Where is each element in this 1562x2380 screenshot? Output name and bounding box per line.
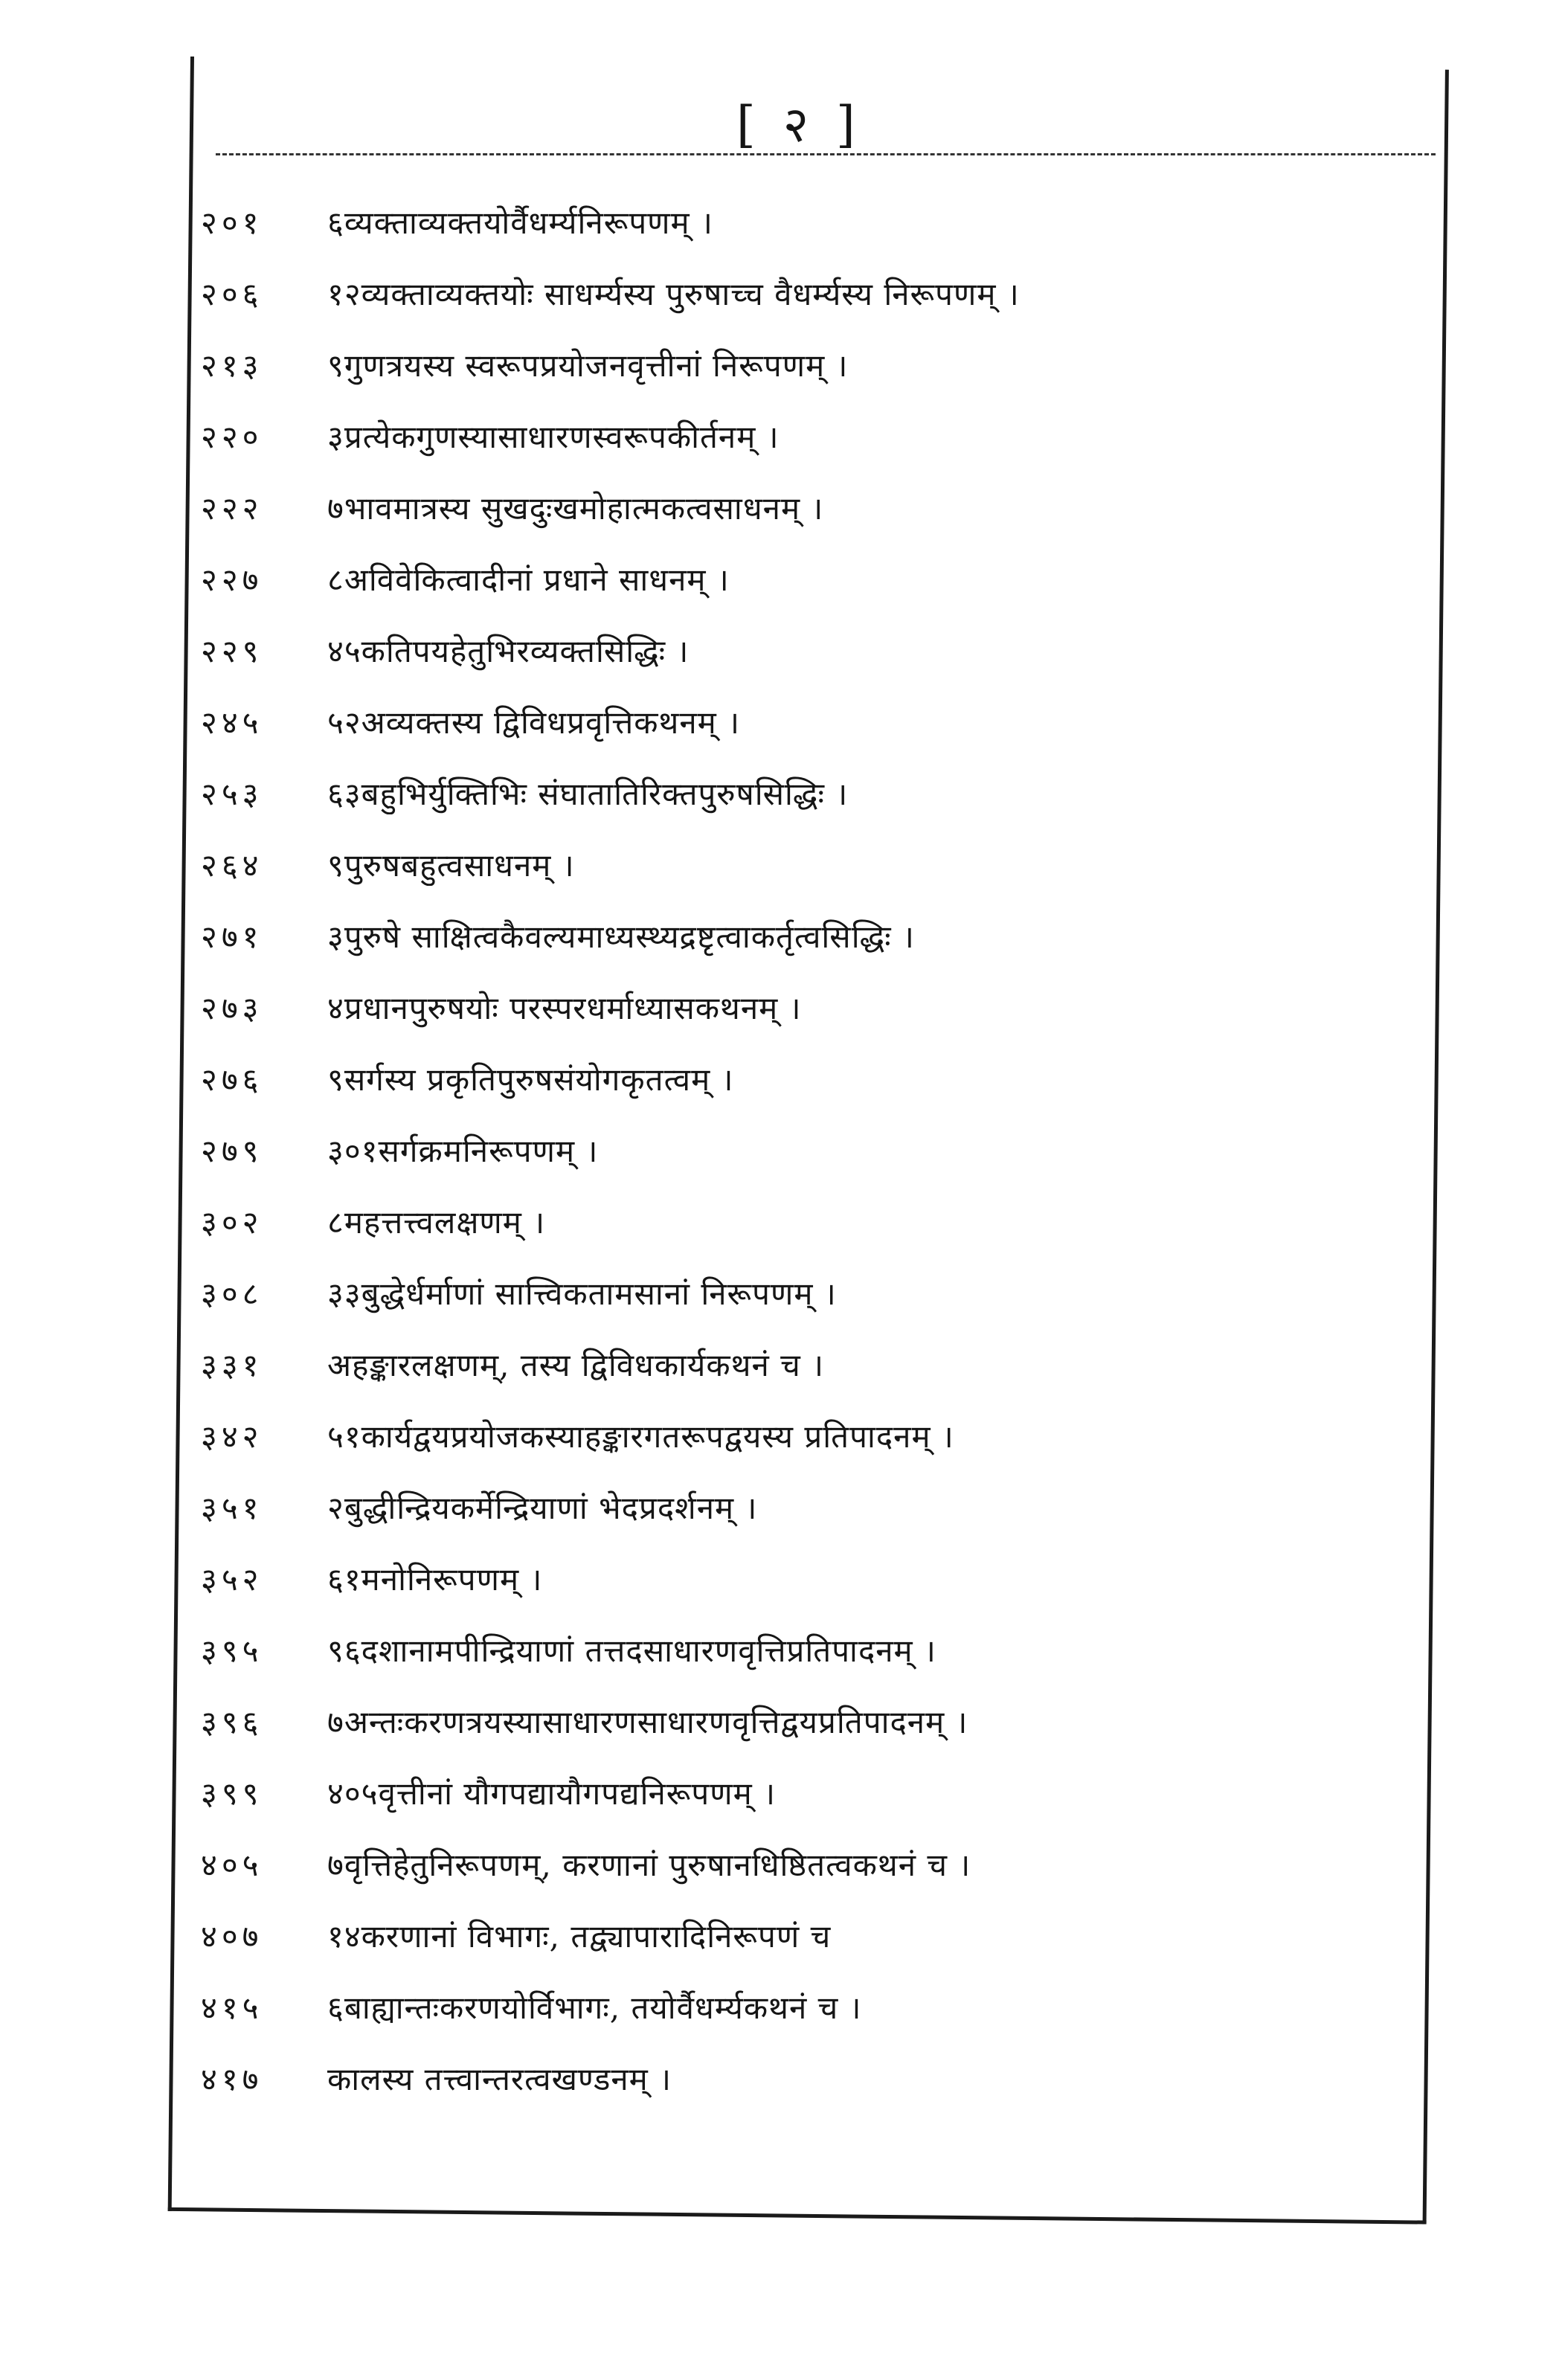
contents-row: [201, 1186, 1421, 1257]
entry-number: २२९: [201, 632, 263, 669]
contents-row: [201, 1685, 1421, 1757]
entry-number: २२०: [201, 418, 263, 455]
contents-row: [201, 1400, 1421, 1471]
entry-title: ६बाह्यान्तःकरणयोर्विभागः, तयोर्वैधर्म्यकथनं च ।: [327, 1989, 862, 2026]
entry-number: ३९५: [201, 1632, 263, 1669]
entry-title: ७भावमात्रस्य सुखदुःखमोहात्मकत्वसाधनम् ।: [327, 489, 824, 527]
contents-row: [201, 1900, 1421, 1971]
entry-title: ५१कार्यद्वयप्रयोजकस्याहङ्कारगतरूपद्वयस्य प्रतिपादनम् ।: [327, 1418, 954, 1455]
entry-title: ८महत्तत्त्वलक्षणम् ।: [327, 1203, 546, 1241]
contents-row: [201, 829, 1421, 900]
entry-title: ९६दशानामपीन्द्रियाणां तत्तदसाधारणवृत्तिप्रतिपादनम् ।: [327, 1632, 936, 1669]
entry-number: २७३: [201, 989, 263, 1026]
contents-row: [201, 1543, 1421, 1614]
entry-number: २१३: [201, 347, 263, 384]
entry-title: ३प्रत्येकगुणस्यासाधारणस्वरूपकीर्तनम् ।: [327, 418, 780, 455]
entry-number: ३५१: [201, 1489, 263, 1526]
entry-number: ४०७: [201, 1917, 263, 1955]
contents-row: [201, 971, 1421, 1043]
entry-title: ६१मनोनिरूपणम् ।: [327, 1560, 543, 1598]
entry-title: २बुद्धीन्द्रियकर्मेन्द्रियाणां भेदप्रदर्शनम् ।: [327, 1489, 758, 1526]
contents-row: [201, 1614, 1421, 1685]
contents-row: [201, 257, 1421, 329]
entry-number: ३०८: [201, 1275, 263, 1312]
entry-title: ९पुरुषबहुत्वसाधनम् ।: [327, 846, 575, 884]
entry-title: ६३बहुभिर्युक्तिभिः संघातातिरिक्तपुरुषसिद्धिः ।: [327, 775, 849, 812]
contents-row: [201, 614, 1421, 686]
contents-row: [201, 757, 1421, 829]
entry-number: २७६: [201, 1061, 263, 1098]
contents-row: [201, 1114, 1421, 1186]
contents-row: [201, 1971, 1421, 2042]
contents-list: [201, 186, 1421, 2114]
entry-title: ९सर्गस्य प्रकृतिपुरुषसंयोगकृतत्वम् ।: [327, 1061, 734, 1098]
entry-number: २२७: [201, 561, 263, 598]
header-rule: [216, 153, 1436, 155]
entry-title: ८अविवेकित्वादीनां प्रधाने साधनम् ।: [327, 561, 730, 598]
entry-title: १४करणानां विभागः, तद्व्यापारादिनिरूपणं च: [327, 1917, 832, 1955]
entry-number: २०१: [201, 204, 263, 241]
entry-number: २२२: [201, 489, 263, 527]
contents-row: [201, 1328, 1421, 1400]
contents-row: [201, 686, 1421, 757]
contents-row: [201, 1257, 1421, 1328]
entry-number: ३४२: [201, 1418, 263, 1455]
entry-number: २६४: [201, 846, 263, 884]
contents-row: [201, 472, 1421, 543]
contents-row: [201, 329, 1421, 400]
entry-number: २७१: [201, 918, 263, 955]
entry-title: ४५कतिपयहेतुभिरव्यक्तसिद्धिः ।: [327, 632, 690, 669]
entry-number: ३५२: [201, 1560, 263, 1598]
entry-number: २५३: [201, 775, 263, 812]
entry-number: ३०२: [201, 1203, 263, 1241]
contents-row: [201, 1828, 1421, 1900]
entry-number: २७९: [201, 1132, 263, 1169]
entry-title: ३पुरुषे साक्षित्वकैवल्यमाध्यस्थ्यद्रष्टृत्वाकर्तृत्वसिद्धिः ।: [327, 918, 915, 955]
entry-number: ३३१: [201, 1346, 263, 1383]
contents-row: [201, 2042, 1421, 2114]
contents-row: [201, 900, 1421, 971]
contents-row: [201, 186, 1421, 257]
page-number: [ २ ]: [736, 96, 861, 153]
entry-number: २४५: [201, 704, 263, 741]
entry-title: ३०१सर्गक्रमनिरूपणम् ।: [327, 1132, 599, 1169]
entry-title: कालस्य तत्त्वान्तरत्वखण्डनम् ।: [327, 2060, 672, 2097]
contents-row: [201, 1471, 1421, 1543]
entry-number: ४१५: [201, 1989, 263, 2026]
entry-title: १२व्यक्ताव्यक्तयोः साधर्म्यस्य पुरुषाच्च वैधर्म्यस्य निरूपणम् ।: [327, 275, 1020, 312]
entry-title: ४०५वृत्तीनां यौगपद्यायौगपद्यनिरूपणम् ।: [327, 1775, 777, 1812]
entry-title: ६व्यक्ताव्यक्तयोर्वैधर्म्यनिरूपणम् ।: [327, 204, 713, 241]
contents-row: [201, 543, 1421, 614]
contents-row: [201, 1757, 1421, 1828]
entry-number: ३९९: [201, 1775, 263, 1812]
entry-title: ३३बुद्धेर्धर्माणां सात्त्विकतामसानां निरूपणम् ।: [327, 1275, 837, 1312]
entry-title: ९गुणत्रयस्य स्वरूपप्रयोजनवृत्तीनां निरूपणम् ।: [327, 347, 849, 384]
contents-row: [201, 400, 1421, 472]
entry-title: अहङ्कारलक्षणम्, तस्य द्विविधकार्यकथनं च ।: [327, 1346, 825, 1383]
entry-number: ४०५: [201, 1846, 263, 1883]
contents-row: [201, 1043, 1421, 1114]
entry-title: ७वृत्तिहेतुनिरूपणम्, करणानां पुरुषानधिष्ठितत्वकथनं च ।: [327, 1846, 971, 1883]
entry-title: ७अन्तःकरणत्रयस्यासाधारणसाधारणवृत्तिद्वयप्रतिपादनम् ।: [327, 1703, 968, 1740]
entry-title: ४प्रधानपुरुषयोः परस्परधर्माध्यासकथनम् ।: [327, 989, 802, 1026]
entry-number: २०६: [201, 275, 263, 312]
entry-number: ४१७: [201, 2060, 263, 2097]
entry-number: ३९६: [201, 1703, 263, 1740]
entry-title: ५२अव्यक्तस्य द्विविधप्रवृत्तिकथनम् ।: [327, 704, 741, 741]
